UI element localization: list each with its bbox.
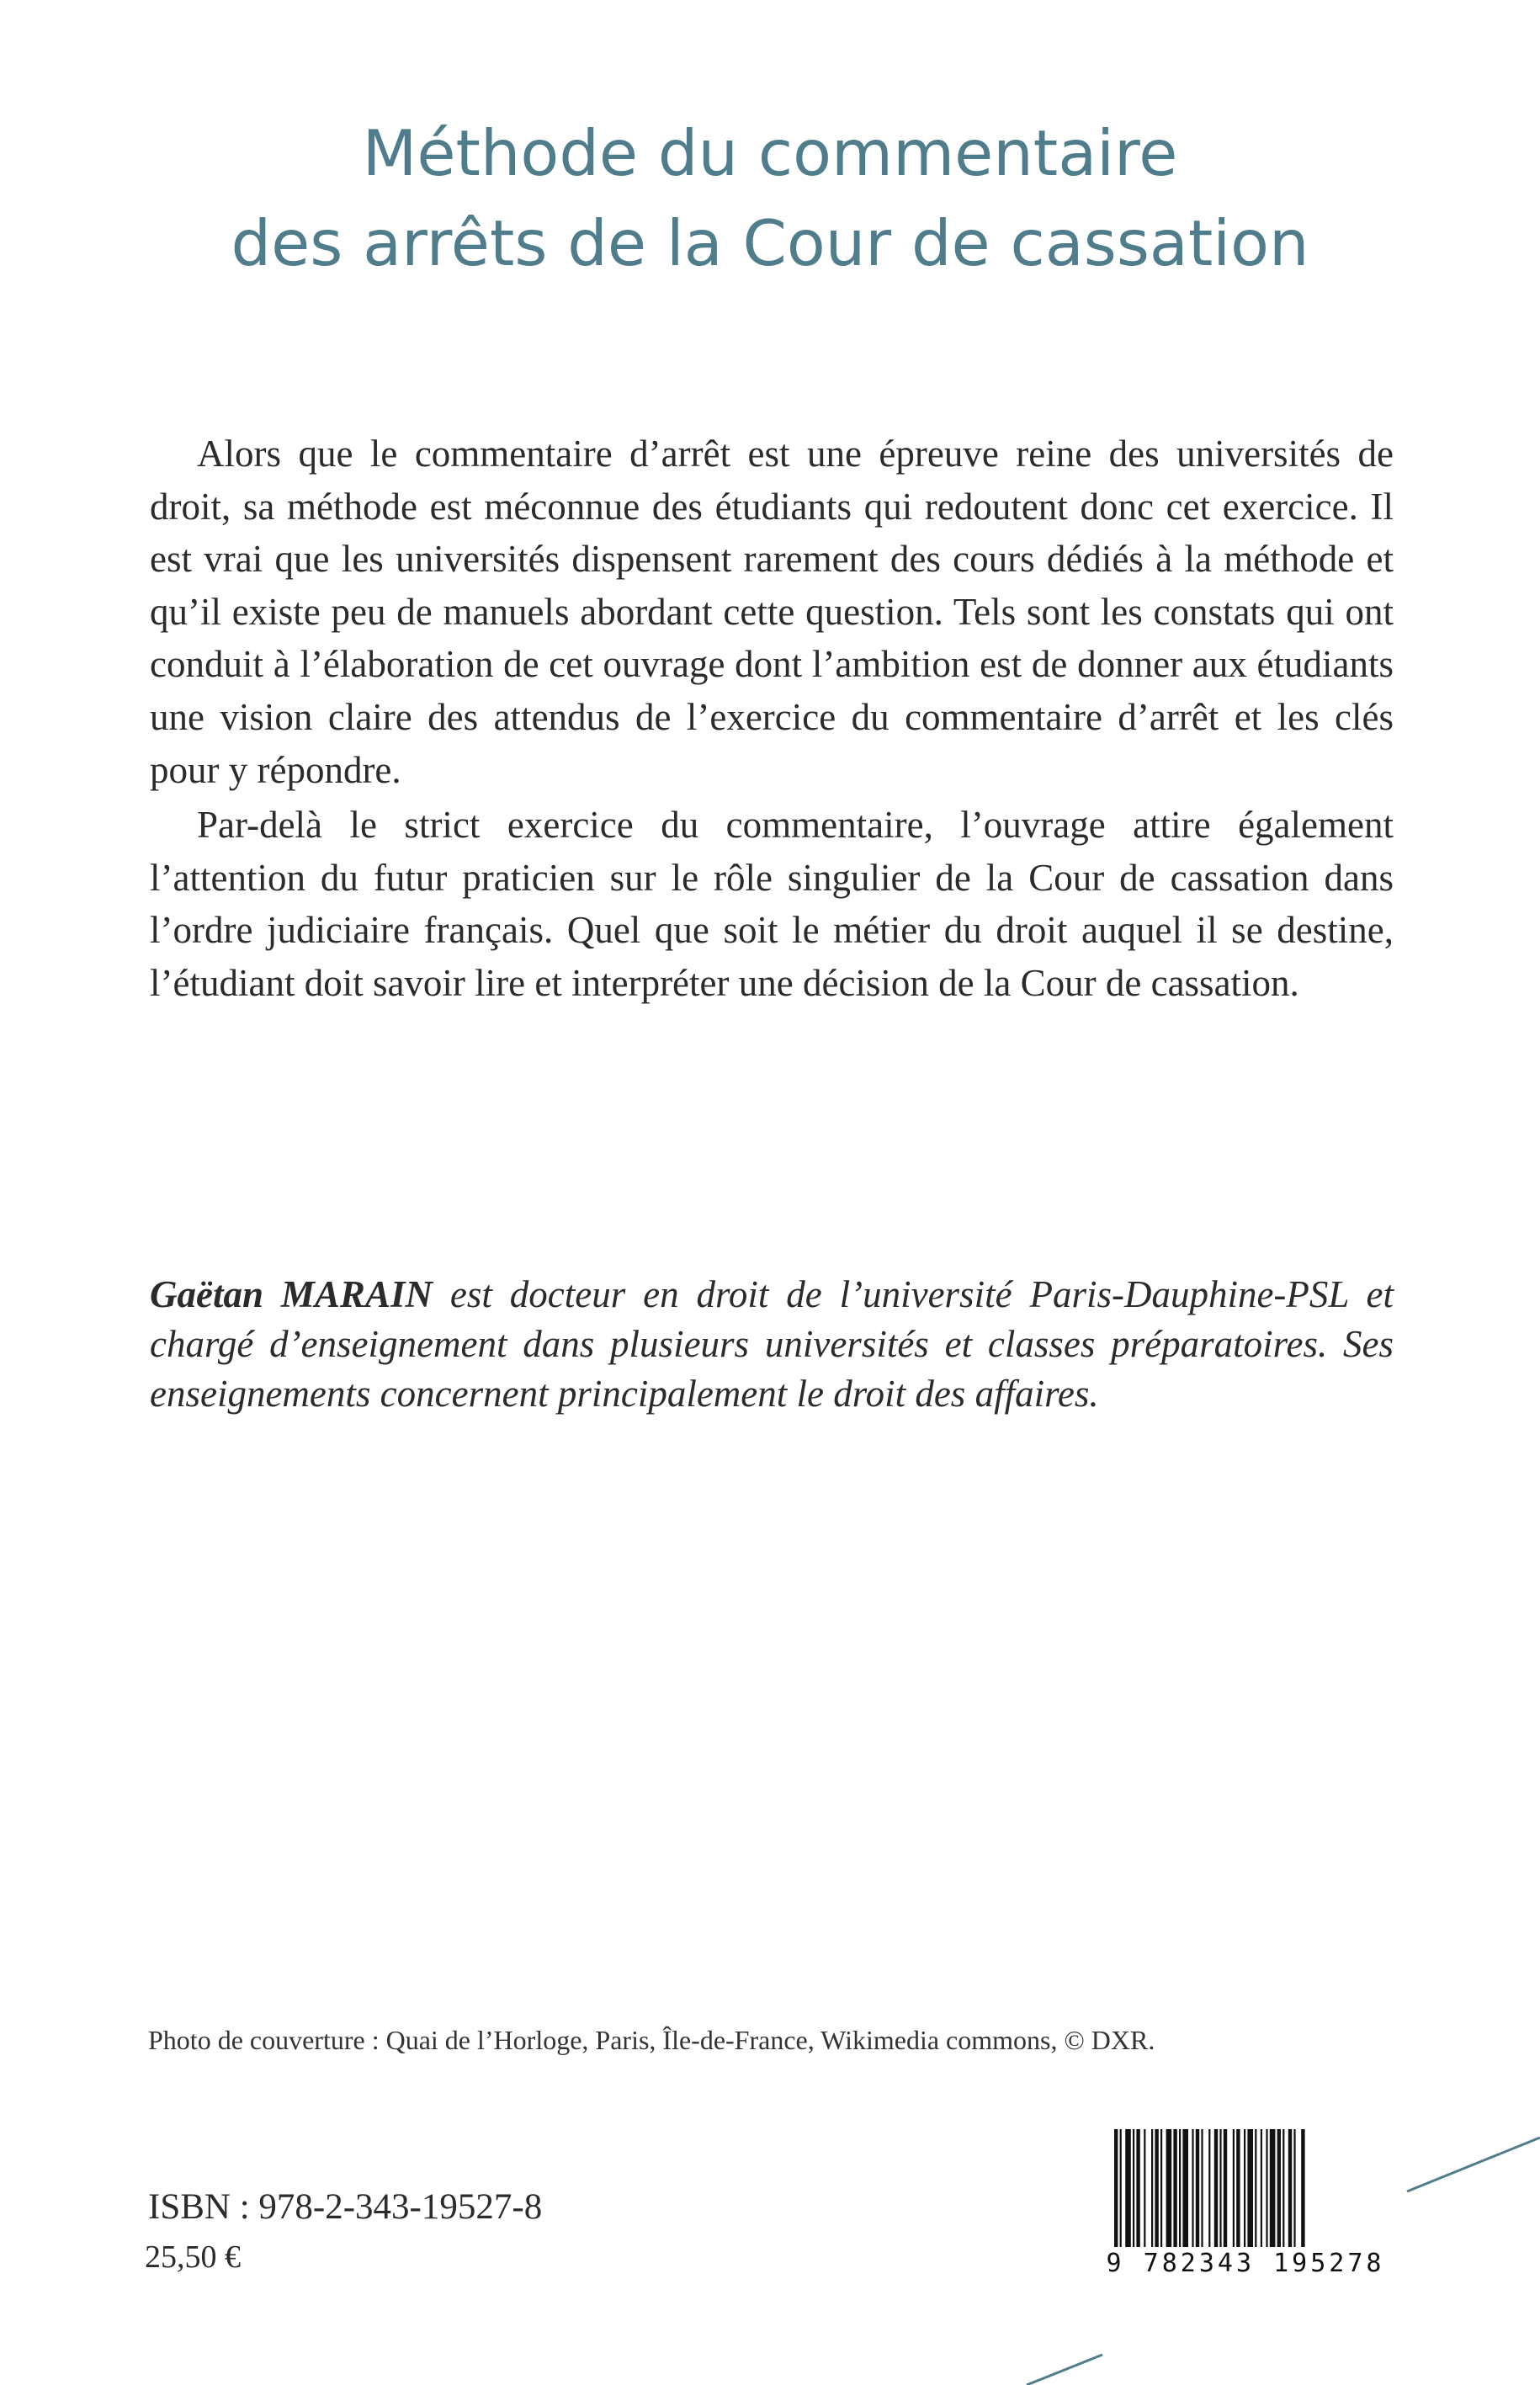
barcode-bar [1120,2129,1122,2247]
barcode-bar [1155,2129,1158,2247]
barcode-bar [1293,2129,1295,2247]
barcode-bar [1270,2129,1276,2247]
barcode-bar [1224,2129,1227,2247]
barcode-bar [1282,2129,1284,2247]
barcode-bar [1125,2129,1131,2247]
barcode-bar [1301,2129,1304,2247]
barcode-bar [1136,2129,1139,2247]
barcode-bar [1288,2129,1292,2247]
barcode [1102,2121,1389,2289]
barcode-bar [1208,2129,1210,2247]
barcode-bar [1201,2129,1203,2247]
price: 25,50 € [145,2239,241,2275]
barcode-bars [1111,2129,1380,2247]
isbn: ISBN : 978-2-343-19527-8 [148,2187,543,2227]
barcode-bar [1173,2129,1176,2247]
barcode-bar [1236,2129,1240,2247]
barcode-bar [1219,2129,1221,2247]
barcode-bar [1196,2129,1199,2247]
blurb-paragraph-1: Alors que le commentaire d’arrêt est une épreuve reine des universités de droit, sa méthode est méconnue des étudiants qui redoutent donc cet exercice. Il est vrai que les universités dispensent rarement des cours dédiés à la méthode et qu’il existe peu de manuels abordant cette question. Tels sont les constats qui ont conduit à l’élaboration de cet ouvrage dont l’ambition est de donner aux étudiants une vision claire des attendus de l’exercice du commentaire d’arrêt et les clés pour y répondre. [150,433,1394,791]
barcode-bar [1151,2129,1153,2247]
author-name: Gaëtan MARAIN [150,1273,433,1315]
barcode-bar [1233,2129,1235,2247]
barcode-bar [1247,2129,1253,2247]
book-title-line-2: des arrêts de la Cour de cassation [231,206,1309,280]
barcode-bar [1133,2129,1134,2247]
barcode-bar [1255,2129,1256,2247]
barcode-bar [1144,2129,1145,2247]
barcode-bar [1192,2129,1193,2247]
book-title-line-1: Méthode du commentaire [362,116,1178,190]
barcode-bar [1261,2129,1262,2247]
author-bio [150,1270,1394,1419]
barcode-bar [1182,2129,1188,2247]
barcode-number: 9 782343 195278 [1106,2249,1385,2278]
photo-credit: Photo de couverture : Quai de l’Horloge, Paris, Île-de-France, Wikimedia commons, © DXR. [148,2025,1155,2055]
barcode-bar [1244,2129,1245,2247]
barcode-bar [1214,2129,1218,2247]
barcode-bar [1166,2129,1172,2247]
barcode-bar [1114,2129,1118,2247]
barcode-bar [1277,2129,1281,2247]
barcode-bar [1266,2129,1267,2247]
barcode-bar [1160,2129,1162,2247]
blurb-paragraph-2: Par-delà le strict exercice du commentaire, l’ouvrage attire également l’attention du futur praticien sur le rôle singulier de la Cour de cassation dans l’ordre judiciaire français. Quel que soit le métier du droit auquel il se destine, l’étudiant doit savoir lire et interpréter une décision de la Cour de cassation. [150,804,1394,1004]
barcode-bar [1179,2129,1181,2247]
author-bio-text: est docteur en droit de l’université Paris-Dauphine-PSL et chargé d’enseignement dans plusieurs universités et classes préparatoires. Ses enseignements concernent principalement le droit des affaires. [150,1273,1394,1415]
